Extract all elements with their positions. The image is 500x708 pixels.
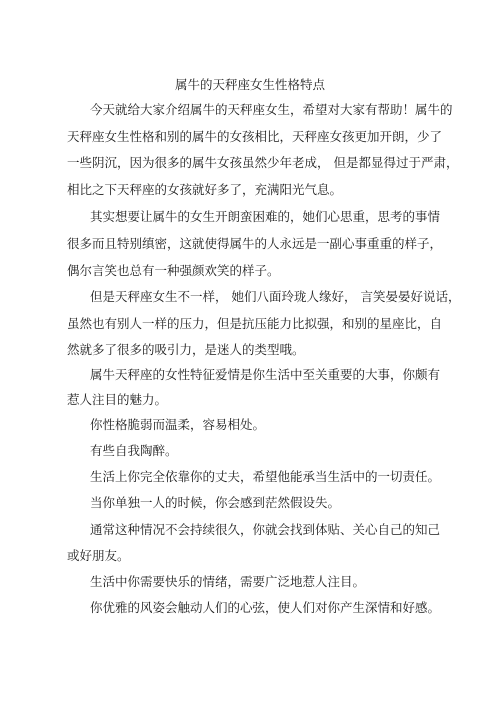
paragraph-line: 天秤座女生性格和别的属牛的女孩相比，天秤座女孩更加开朗，少了 bbox=[67, 129, 443, 144]
paragraph-line: 或好朋友。 bbox=[67, 548, 130, 563]
paragraph-line: 有些自我陶醉。 bbox=[90, 443, 178, 458]
paragraph-line: 偶尔言笑也总有一种强颜欢笑的样子。 bbox=[67, 263, 280, 278]
paragraph-line: 当你单独一人的时候，你会感到茫然假设失。 bbox=[90, 495, 341, 510]
paragraph-line: 相比之下天秤座的女孩就好多了，充满阳光气息。 bbox=[67, 182, 343, 197]
paragraph-line: 虽然也有别人一样的压力，但是抗压能力比拟强，和别的星座比，自 bbox=[67, 316, 443, 331]
paragraph-line: 生活中你需要快乐的情绪，需要广泛地惹人注目。 bbox=[90, 574, 366, 589]
document-title: 属牛的天秤座女生性格特点 bbox=[174, 77, 325, 92]
paragraph-line: 很多而且特别缜密，这就使得属牛的人永远是一副心事重重的样子， bbox=[67, 236, 443, 251]
paragraph-line: 你性格脆弱而温柔，容易相处。 bbox=[90, 417, 266, 432]
paragraph-line: 生活上你完全依靠你的丈夫，希望他能承当生活中的一切责任。 bbox=[90, 469, 441, 484]
paragraph-line: 一些阴沉，因为很多的属牛女孩虽然少年老成， 但是都显得过于严肃， bbox=[67, 155, 459, 170]
paragraph-line: 今天就给大家介绍属牛的天秤座女生，希望对大家有帮助！属牛的 bbox=[90, 102, 453, 117]
paragraph-line: 属牛天秤座的女性特征爱情是你生活中至关重要的大事，你颇有 bbox=[90, 367, 441, 382]
paragraph-line: 然就多了很多的吸引力，是迷人的类型哦。 bbox=[67, 342, 305, 357]
paragraph-line: 通常这种情况不会持续很久，你就会找到体贴、关心自己的知己 bbox=[90, 522, 441, 537]
paragraph-line: 但是天秤座女生不一样， 她们八面玲珑人缘好， 言笑晏晏好说话， bbox=[90, 289, 461, 304]
paragraph-line: 其实想要让属牛的女生开朗蛮困难的，她们心思重，思考的事情 bbox=[90, 209, 441, 224]
paragraph-line: 你优雅的风姿会触动人们的心弦，使人们对你产生深情和好感。 bbox=[90, 600, 441, 615]
paragraph-line: 惹人注目的魅力。 bbox=[67, 392, 168, 407]
